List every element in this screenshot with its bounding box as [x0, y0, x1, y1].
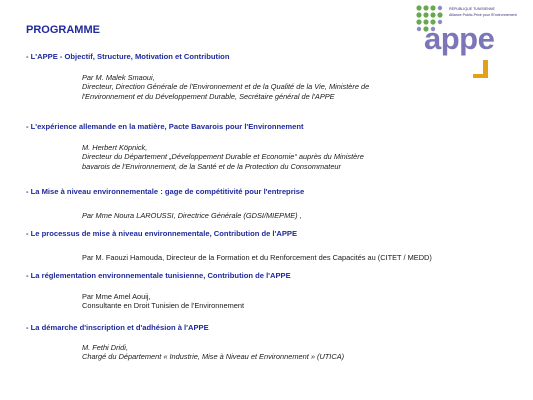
speaker-name: Par M. Malek Smaoui, [82, 73, 155, 82]
speaker-detail: Consultante en Droit Tunisien de l'Environnement [82, 301, 245, 311]
speaker-name: Par Mme Noura LAROUSSI, Directrice Générale (GDSI/MIEPME) , [82, 211, 302, 220]
speaker-block [82, 343, 344, 362]
speaker-block [82, 292, 244, 311]
speaker-name: Par Mme Amel Aouij, [82, 292, 151, 301]
speaker-name: M. Herbert Köpnick, [82, 143, 148, 152]
section-heading: - L'expérience allemande en la matière, Pacte Bavarois pour l'Environnement [26, 122, 304, 131]
speaker-block [82, 253, 432, 262]
appe-logo [415, 4, 530, 82]
speaker-detail: bavarois de l'Environnement, de la Santé et de la Protection du Consommateur [82, 161, 342, 171]
section-heading: - La Mise à niveau environnementale : gage de compétitivité pour l'entreprise [26, 187, 305, 196]
speaker-detail: Directeur du Département „Développement Durable et Economie“ auprès du Ministère [82, 152, 364, 162]
section-heading: - La réglementation environnementale tunisienne, Contribution de l'APPE [26, 271, 291, 280]
logo-accent-bar [473, 74, 488, 78]
speaker-name: Par M. Faouzi Hamouda, Directeur de la Formation et du Renforcement des Capacités au (CITET / MEDD) [82, 253, 432, 262]
section-heading: - L'APPE - Objectif, Structure, Motivation et Contribution [26, 52, 230, 61]
speaker-block [82, 143, 364, 171]
logo-word: appe [424, 21, 495, 56]
speaker-detail: Directeur, Direction Générale de l'Environnement et de la Qualité de la Vie, Ministère de [82, 82, 370, 92]
section-heading: - La démarche d'inscription et d'adhésion à l'APPE [26, 323, 209, 332]
speaker-block [82, 73, 369, 101]
logo-line-2: Alliance Public-Privé pour l'Environnement [449, 13, 517, 17]
page-title: PROGRAMME [26, 24, 100, 36]
logo-line-1: RÉPUBLIQUE TUNISIENNE [449, 7, 495, 11]
speaker-name: M. Fethi Dridi, [82, 343, 128, 352]
speaker-detail: l'Environnement et du Développement Durable, Secrétaire général de l'APPE [82, 91, 335, 101]
section-heading: - Le processus de mise à niveau environnementale, Contribution de l'APPE [26, 229, 298, 238]
speaker-block [82, 211, 302, 220]
speaker-detail: Chargé du Département « Industrie, Mise à Niveau et Environnement » (UTICA) [82, 352, 345, 362]
